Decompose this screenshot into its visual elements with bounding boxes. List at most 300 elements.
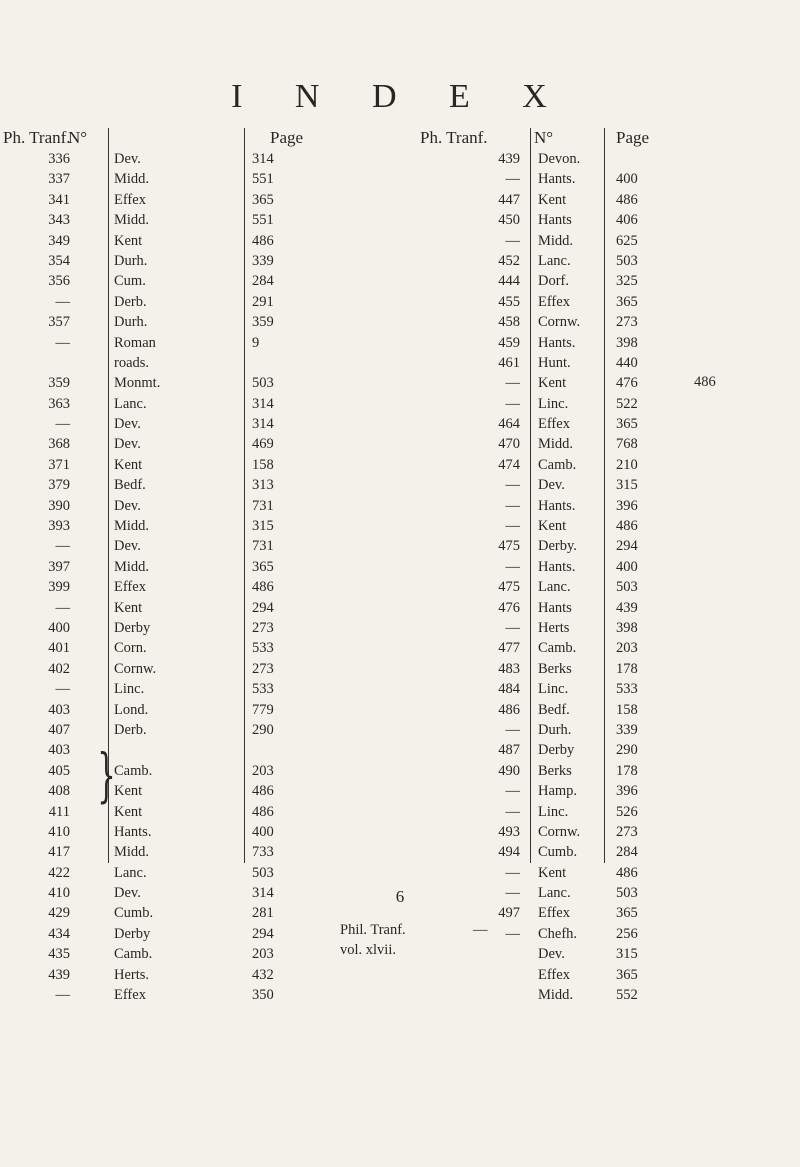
left-no-cell: 337 (48, 171, 70, 188)
right-county-cell: Effex (538, 416, 570, 433)
left-page-header: Page (270, 128, 304, 147)
right-index-row (420, 803, 800, 823)
right-page-header: Page (616, 128, 650, 147)
left-index-row (18, 313, 418, 333)
left-index-row (18, 986, 418, 1006)
right-index-row (420, 741, 800, 761)
left-county-cell: Derby (114, 619, 151, 636)
left-no-cell: 439 (48, 966, 70, 983)
left-no-cell: — (55, 681, 70, 698)
right-county-cell: Linc. (538, 803, 569, 820)
right-county-cell: Effex (538, 905, 570, 922)
left-county-cell: Midd. (114, 558, 150, 575)
right-no-cell: 494 (498, 844, 520, 861)
left-county-cell: Lond. (114, 701, 149, 718)
left-page-cell: 314 (252, 151, 274, 167)
left-page-cell: 486 (252, 803, 274, 820)
phil-tranf-no: — (473, 922, 488, 938)
left-no-cell: 371 (48, 456, 70, 473)
left-no-cell: 397 (48, 558, 70, 575)
left-page-cell: 203 (252, 762, 274, 779)
right-page-cell: 439 (616, 599, 638, 616)
left-page-cell: 313 (252, 477, 274, 494)
left-page-cell: 203 (252, 946, 274, 963)
left-page-cell: 284 (252, 273, 274, 290)
left-county-cell: Kent (114, 232, 143, 249)
left-page-cell: 469 (252, 436, 274, 453)
left-county-cell: Derb. (114, 721, 147, 738)
right-county-cell: Linc. (538, 681, 569, 698)
right-no-cell: 439 (498, 151, 520, 167)
right-no-cell: 475 (498, 579, 520, 596)
right-no-cell: 452 (498, 252, 520, 269)
right-index-row (420, 395, 800, 415)
left-index-row (18, 170, 418, 190)
right-page-cell: 503 (616, 252, 638, 269)
left-index-row (18, 435, 418, 455)
left-index-row (18, 415, 418, 435)
left-county-cell: Midd. (114, 212, 150, 229)
left-county-cell: Hants. (114, 823, 152, 840)
left-no-header: N° (68, 128, 88, 147)
right-index-row (420, 639, 800, 659)
right-county-cell: Herts (538, 619, 570, 636)
left-page-cell: 290 (252, 721, 274, 738)
left-county-cell: Dev. (114, 885, 141, 902)
left-page-cell: 350 (252, 987, 274, 1004)
right-page-cell: 625 (616, 232, 638, 249)
right-county-cell: Cornw. (538, 314, 581, 331)
left-no-cell: 401 (48, 640, 70, 657)
page-number: 6 (395, 887, 405, 906)
right-no-cell: 483 (498, 660, 520, 677)
left-county-cell: Durh. (114, 252, 148, 269)
right-page-cell: 284 (616, 844, 638, 861)
right-no-cell: 484 (498, 681, 520, 698)
left-county-cell: Roman (114, 334, 156, 351)
right-no-cell: 475 (498, 538, 520, 555)
left-page-cell: 432 (252, 966, 274, 983)
left-county-cell: Cum. (114, 273, 146, 290)
right-page-cell: 396 (616, 497, 638, 514)
phil-tranf-label: Phil. Tranf. (340, 922, 406, 938)
right-index-row (420, 782, 800, 802)
left-page-cell: 9 (252, 334, 260, 351)
left-index-row (18, 843, 418, 863)
left-brace: } (97, 741, 116, 809)
right-no-cell: 455 (498, 293, 520, 310)
right-index-row (420, 252, 800, 272)
left-index-row (18, 232, 418, 252)
right-no-cell: 450 (498, 212, 520, 229)
left-index-row (18, 517, 418, 537)
left-no-cell: 354 (48, 252, 70, 269)
right-no-cell: 476 (498, 599, 520, 616)
left-county-cell: Effex (114, 579, 146, 596)
left-county-cell: Dev. (114, 436, 141, 453)
left-no-cell: 357 (48, 314, 70, 331)
left-county-cell: Effex (114, 987, 146, 1004)
right-county-cell: Midd. (538, 436, 574, 453)
right-no-header: N° (534, 128, 554, 147)
right-county-cell: Lanc. (538, 579, 571, 596)
left-index-row (18, 293, 418, 313)
right-page-cell: 486 (616, 864, 638, 881)
left-county-cell: Derb. (114, 293, 147, 310)
right-page-cell: 522 (616, 395, 638, 412)
left-page-cell: 365 (252, 191, 274, 208)
right-county-cell: Linc. (538, 395, 569, 412)
left-no-cell: 402 (48, 660, 70, 677)
right-county-cell: Hants (538, 212, 572, 229)
right-page-cell: 273 (616, 314, 638, 331)
right-page-cell: 273 (616, 823, 638, 840)
left-no-cell: 379 (48, 477, 70, 494)
left-index-row (18, 680, 418, 700)
right-index-row (420, 762, 800, 782)
right-county-cell: Midd. (538, 232, 574, 249)
right-county-cell: Lanc. (538, 885, 571, 902)
left-county-cell: Dev. (114, 416, 141, 433)
right-index-row (420, 476, 800, 496)
right-page-cell: 400 (616, 171, 638, 188)
left-index-row (18, 864, 418, 884)
left-no-cell: 408 (48, 783, 70, 800)
right-page-cell: 406 (616, 212, 638, 229)
page-title: I N D E X (231, 78, 569, 115)
left-no-cell: 422 (48, 864, 70, 881)
right-county-cell: Kent (538, 518, 567, 535)
left-index-row (18, 497, 418, 517)
left-county-cell: Midd. (114, 171, 150, 188)
right-county-cell: Chefh. (538, 925, 578, 942)
left-no-cell: 399 (48, 579, 70, 596)
left-no-cell: — (55, 416, 70, 433)
left-page-cell: 314 (252, 416, 274, 433)
right-page-cell: 294 (616, 538, 638, 555)
right-no-cell: — (505, 171, 520, 188)
left-county-cell: Durh. (114, 314, 148, 331)
right-page-cell: 476 (616, 375, 638, 392)
left-heading: Ph. Tranf. (3, 128, 71, 147)
left-no-cell: — (55, 334, 70, 351)
left-index-row (18, 701, 418, 721)
right-no-cell: 461 (498, 354, 520, 371)
left-page-cell: 779 (252, 701, 274, 718)
right-index-row (420, 415, 800, 435)
right-county-cell: Camb. (538, 640, 577, 657)
right-no-cell: — (505, 395, 520, 412)
left-index-row (18, 374, 418, 394)
right-county-cell: Derby (538, 742, 575, 759)
right-no-cell: — (505, 619, 520, 636)
right-no-cell: 458 (498, 314, 520, 331)
right-page-cell: 365 (616, 966, 638, 983)
left-page-cell: 291 (252, 293, 274, 310)
right-page-cell: 365 (616, 416, 638, 433)
left-index-row (18, 782, 418, 802)
right-no-cell: 444 (498, 273, 520, 290)
left-index-row (18, 476, 418, 496)
left-index-row (18, 456, 418, 476)
left-no-cell: 336 (48, 151, 70, 167)
right-county-cell: Hants. (538, 558, 576, 575)
left-index-row (18, 639, 418, 659)
left-index-row (18, 558, 418, 578)
right-page-cell: 315 (616, 477, 638, 494)
right-index-row (420, 170, 800, 190)
right-county-cell: Kent (538, 191, 567, 208)
left-no-cell: 417 (48, 844, 70, 861)
left-page-cell: 731 (252, 538, 274, 555)
right-page-cell: 325 (616, 273, 638, 290)
left-no-cell: 405 (48, 762, 70, 779)
right-no-cell: 447 (498, 191, 520, 208)
right-no-cell: 477 (498, 640, 520, 657)
left-index-row (18, 578, 418, 598)
left-page-cell: 731 (252, 497, 274, 514)
left-county-cell: Camb. (114, 946, 153, 963)
right-no-cell: 487 (498, 742, 520, 759)
right-index-row (420, 354, 800, 374)
right-page-cell: 203 (616, 640, 638, 657)
left-index-row (18, 191, 418, 211)
right-no-cell: 464 (498, 416, 520, 433)
right-county-cell: Midd. (538, 987, 574, 1004)
left-index-row (18, 762, 418, 782)
right-no-cell: — (505, 477, 520, 494)
right-page-cell: 256 (616, 925, 638, 942)
left-index-row (18, 211, 418, 231)
right-county-cell: Hamp. (538, 783, 578, 800)
left-no-cell: — (55, 538, 70, 555)
right-page-cell: 533 (616, 681, 638, 698)
right-heading: Ph. Tranf. (420, 128, 488, 147)
left-county-cell: Cornw. (114, 660, 157, 677)
left-index-row (18, 150, 418, 170)
left-no-cell: 435 (48, 946, 70, 963)
right-index-row (420, 619, 800, 639)
right-county-cell: Bedf. (538, 701, 570, 718)
right-index-row (420, 660, 800, 680)
right-page-cell: 486 (616, 518, 638, 535)
left-no-cell: 429 (48, 905, 70, 922)
left-page-cell: 294 (252, 599, 274, 616)
left-page-cell: 365 (252, 558, 274, 575)
right-county-cell: Devon. (538, 151, 581, 167)
right-page-cell: 768 (616, 436, 638, 453)
right-county-cell: Berks (538, 762, 572, 779)
left-index-row (18, 395, 418, 415)
right-page-cell: 315 (616, 946, 638, 963)
left-no-cell: — (55, 987, 70, 1004)
right-index-row (420, 599, 800, 619)
left-no-cell: 410 (48, 823, 70, 840)
left-page-cell: 314 (252, 395, 274, 412)
left-page-cell: 486 (252, 232, 274, 249)
left-index-row (18, 599, 418, 619)
left-county-cell: Kent (114, 456, 143, 473)
left-county-cell: Dev. (114, 151, 141, 167)
left-county-cell: Midd. (114, 518, 150, 535)
left-index-row (18, 660, 418, 680)
right-county-cell: Effex (538, 293, 570, 310)
left-no-cell: 368 (48, 436, 70, 453)
right-no-cell: — (505, 497, 520, 514)
right-index-row (420, 497, 800, 517)
right-page-cell: 526 (616, 803, 638, 820)
left-county-cell: roads. (114, 354, 150, 371)
left-page-cell: 315 (252, 518, 274, 535)
right-no-cell: — (505, 232, 520, 249)
right-county-cell: Dorf. (538, 273, 570, 290)
left-county-cell: Dev. (114, 497, 141, 514)
right-index-row (420, 701, 800, 721)
right-no-cell: — (505, 558, 520, 575)
right-no-cell: 497 (498, 905, 520, 922)
left-page-cell: 533 (252, 681, 274, 698)
right-no-cell: — (505, 803, 520, 820)
right-page-cell: 396 (616, 783, 638, 800)
right-county-cell: Hants (538, 599, 572, 616)
right-page-cell: 178 (616, 762, 638, 779)
left-no-cell: 407 (48, 721, 70, 738)
right-no-cell: — (505, 925, 520, 942)
left-index-row (18, 272, 418, 292)
right-county-cell: Hunt. (538, 354, 571, 371)
left-county-cell: Lanc. (114, 864, 147, 881)
right-index-row (420, 435, 800, 455)
left-no-cell: 411 (48, 803, 70, 820)
left-no-cell: 400 (48, 619, 70, 636)
left-rows (18, 150, 418, 1006)
right-index-row (420, 558, 800, 578)
right-no-cell: 470 (498, 436, 520, 453)
right-county-cell: Kent (538, 864, 567, 881)
right-index-row (420, 211, 800, 231)
right-index-row (420, 537, 800, 557)
left-page-cell: 273 (252, 619, 274, 636)
right-county-cell: Hants. (538, 334, 576, 351)
right-index-row (420, 374, 800, 394)
volume-label: vol. xlvii. (340, 942, 396, 958)
right-no-cell: — (505, 864, 520, 881)
right-county-cell: Durh. (538, 721, 572, 738)
left-no-cell: 343 (48, 212, 70, 229)
left-page-cell: 551 (252, 171, 274, 188)
left-page-cell: 339 (252, 252, 274, 269)
left-no-cell: — (55, 293, 70, 310)
left-index-row (18, 252, 418, 272)
right-index-row (420, 517, 800, 537)
left-page-cell: 733 (252, 844, 274, 861)
left-page-cell: 273 (252, 660, 274, 677)
right-index-row (420, 232, 800, 252)
right-page-cell: 365 (616, 905, 638, 922)
right-page-cell: 552 (616, 987, 638, 1004)
left-index-row (18, 823, 418, 843)
left-county-cell: Kent (114, 599, 143, 616)
left-index-row (18, 721, 418, 741)
right-no-cell: 490 (498, 762, 520, 779)
right-no-cell: — (505, 518, 520, 535)
left-page-cell: 400 (252, 823, 274, 840)
right-rows (420, 150, 800, 1006)
right-no-cell: — (505, 783, 520, 800)
left-county-cell: Midd. (114, 844, 150, 861)
left-index-row (18, 537, 418, 557)
right-index-row (420, 966, 800, 986)
left-page-cell: 503 (252, 864, 274, 881)
left-index-row (18, 741, 418, 761)
left-county-cell: Linc. (114, 681, 145, 698)
left-county-cell: Derby (114, 925, 151, 942)
right-index-row (420, 986, 800, 1006)
right-county-cell: Berks (538, 660, 572, 677)
left-no-cell: 356 (48, 273, 70, 290)
right-page-cell: 178 (616, 660, 638, 677)
left-county-cell: Kent (114, 783, 143, 800)
right-no-cell: 474 (498, 456, 520, 473)
right-county-cell: Derby. (538, 538, 577, 555)
right-page-cell: 503 (616, 579, 638, 596)
left-index-row (18, 619, 418, 639)
right-county-cell: Hants. (538, 171, 576, 188)
left-no-cell: 403 (48, 701, 70, 718)
right-county-cell: Cornw. (538, 823, 581, 840)
left-county-cell: Corn. (114, 640, 147, 657)
right-no-cell: 486 (498, 701, 520, 718)
left-page-cell: 503 (252, 375, 274, 392)
right-page-cell: 290 (616, 742, 638, 759)
left-index-row (18, 966, 418, 986)
right-county-cell: Dev. (538, 946, 565, 963)
left-page-cell: 281 (252, 905, 274, 922)
left-no-cell: 410 (48, 885, 70, 902)
left-county-cell: Monmt. (114, 375, 161, 392)
left-no-cell: 349 (48, 232, 70, 249)
right-index-row (420, 843, 800, 863)
left-index-row (18, 334, 418, 354)
right-county-cell: Dev. (538, 477, 565, 494)
right-page-cell: 503 (616, 885, 638, 902)
right-county-cell: Cumb. (538, 844, 578, 861)
right-page-cell: 365 (616, 293, 638, 310)
left-no-cell: 390 (48, 497, 70, 514)
right-page-cell: 210 (616, 456, 638, 473)
right-index-row (420, 823, 800, 843)
left-no-cell: 341 (48, 191, 70, 208)
left-index-row (18, 803, 418, 823)
left-no-cell: 434 (48, 925, 70, 942)
right-page-cell: 400 (616, 558, 638, 575)
left-no-cell: — (55, 599, 70, 616)
left-page-cell: 486 (252, 579, 274, 596)
right-county-cell: Lanc. (538, 252, 571, 269)
right-index-row (420, 578, 800, 598)
right-index-row (420, 150, 800, 170)
right-page-cell: 486 (616, 191, 638, 208)
left-page-cell: 314 (252, 885, 274, 902)
left-no-cell: 359 (48, 375, 70, 392)
right-index-row (420, 456, 800, 476)
left-county-cell: Lanc. (114, 395, 147, 412)
extra-page-note: 486 (694, 374, 716, 390)
right-index-row (420, 313, 800, 333)
left-county-cell: Bedf. (114, 477, 146, 494)
right-page-cell: 398 (616, 619, 638, 636)
left-county-cell: Camb. (114, 762, 153, 779)
